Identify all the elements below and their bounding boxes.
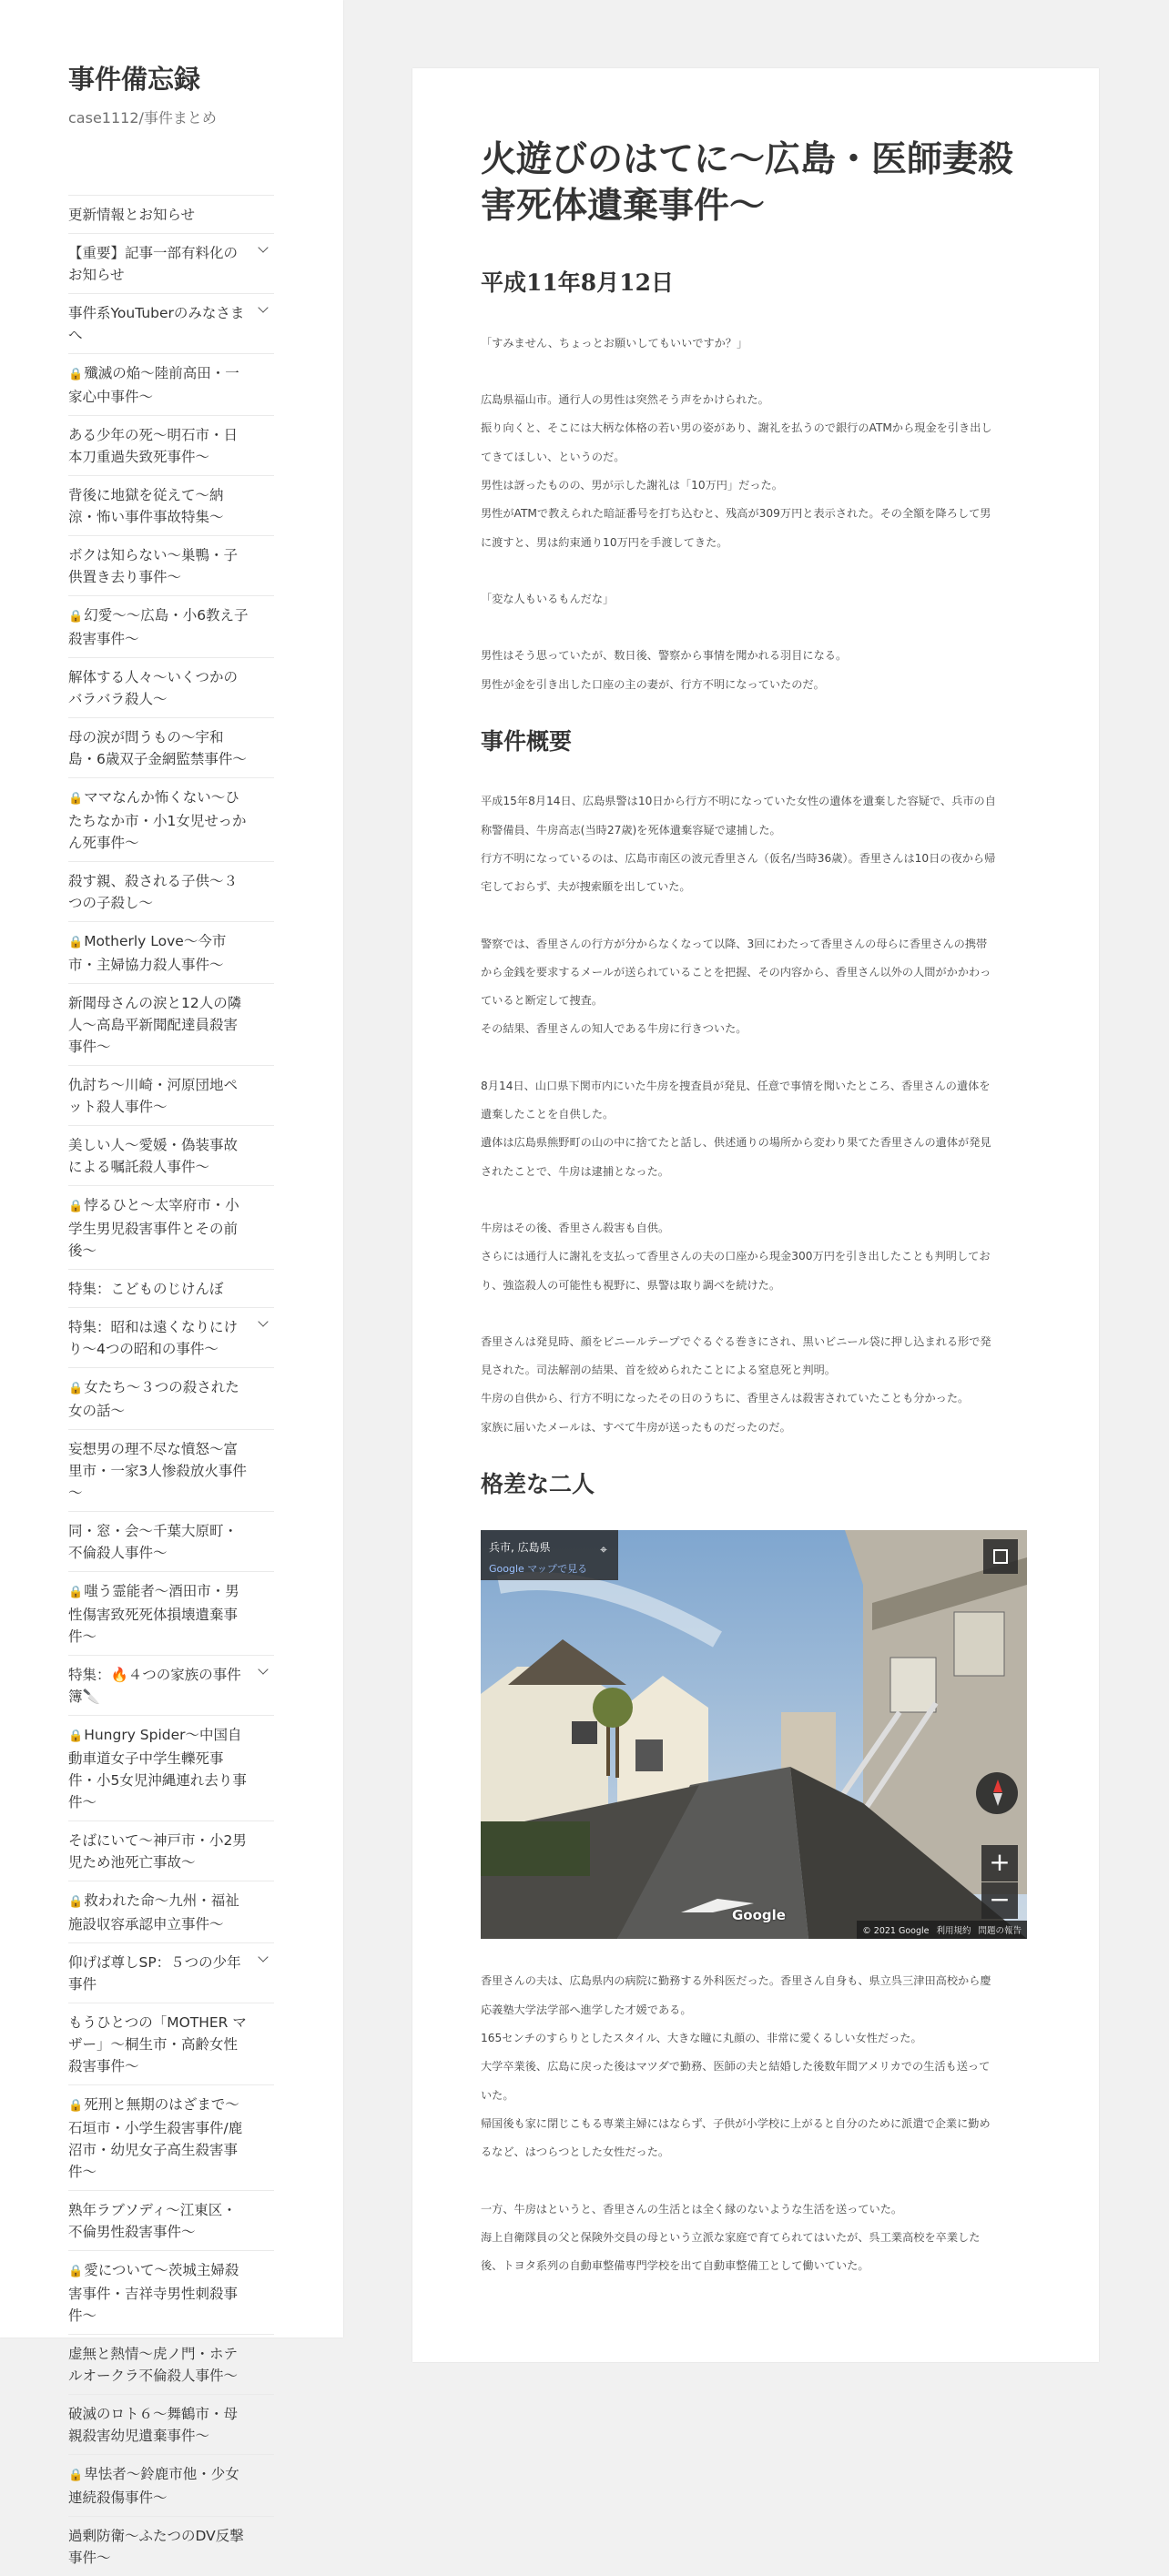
paragraph [481, 585, 1027, 614]
sidebar-nav-item[interactable] [68, 475, 274, 535]
text-line: 男性がATMで教えられた暗証番号を打ち込むと、残高が309万円と表示された。その全額を降ろして男 [481, 507, 991, 521]
text-line: 「変な人もいるもんだな」 [481, 592, 615, 605]
sidebar-nav-item[interactable] [68, 2250, 274, 2334]
sidebar-nav-label: ママなんか怖くない～ひたちなか市・小1女児せっかん死事件～ [68, 789, 247, 851]
text-line: 男性は訝ったものの、男が示した謝礼は「10万円」だった。 [481, 479, 783, 492]
section-heading: 事件概要 [481, 727, 573, 755]
sidebar-nav-item[interactable] [68, 657, 274, 717]
zoom-out-button[interactable]: − [981, 1882, 1018, 1919]
zoom-in-button[interactable]: + [981, 1845, 1018, 1881]
paragraph [481, 386, 1027, 557]
sidebar-nav-item[interactable] [68, 2394, 274, 2454]
street-view-image[interactable] [481, 1530, 1027, 1939]
sidebar-nav-label: 幻愛〜〜広島・小6教え子殺害事件～ [68, 607, 249, 647]
text-line: 広島県福山市。通行人の男性は突然そう声をかけられた。 [481, 393, 769, 407]
text-line: 香里さんの夫は、広島県内の病院に勤務する外科医だった。香里さん自身も、県立呉三津田高校から慶 [481, 1974, 991, 1988]
text-line: 男性はそう思っていたが、数日後、警察から事情を聞かれる羽目になる。 [481, 649, 848, 663]
sidebar-nav-item[interactable] [68, 1125, 274, 1185]
sidebar-nav-label: 悖るひと～太宰府市・小学生男児殺害事件とその前後〜 [68, 1197, 239, 1259]
text-line: さらには通行人に謝礼を支払って香里さんの夫の口座から現金300万円を引き出したことも判明してお [481, 1250, 991, 1263]
paragraph [481, 787, 1027, 901]
lock-icon: 🔒 [68, 610, 84, 624]
sidebar-nav-item[interactable] [68, 921, 274, 983]
sidebar-nav-item[interactable] [68, 293, 274, 353]
sidebar-nav-label: 仇討ち～川崎・河原団地ペット殺人事件～ [68, 1077, 239, 1115]
sidebar-nav-label: Motherly Love～今市市・主婦協力殺人事件～ [68, 933, 227, 973]
sidebar-nav-label: ボクは知らない〜巣鴨・子供置き去り事件〜 [68, 547, 239, 585]
site-description: case1112/事件まとめ [68, 109, 217, 127]
text-line: 後、トヨタ系列の自動車整備専門学校を出て自動車整備工として働いていた。 [481, 2259, 869, 2273]
lock-icon: 🔒 [68, 1382, 84, 1395]
text-line: てきてほしい、というのだ。 [481, 450, 625, 463]
sidebar-nav-label: 背後に地獄を従えて～納涼・怖い事件事故特集～ [68, 487, 224, 525]
chevron-down-icon[interactable] [258, 1952, 268, 1962]
lock-icon: 🔒 [68, 1895, 84, 1909]
chevron-down-icon[interactable] [258, 1664, 268, 1674]
sidebar-nav-label: 美しい人〜愛媛・偽装事故による嘱託殺人事件〜 [68, 1137, 239, 1175]
sidebar-nav-item[interactable] [68, 717, 274, 777]
text-line: 牛房はその後、香里さん殺害も自供。 [481, 1221, 670, 1234]
view-in-google-maps-link[interactable]: Google マップで見る [489, 1563, 588, 1576]
chevron-down-icon[interactable] [258, 1316, 268, 1326]
report-problem-link[interactable]: 問題の報告 [978, 1926, 1022, 1937]
sidebar-nav-item[interactable] [68, 2334, 274, 2394]
text-line: 振り向くと、そこには大柄な体格の若い男の姿があり、謝礼を払うので銀行のATMから現金を引き出し [481, 421, 992, 435]
sidebar-nav-item[interactable] [68, 1655, 274, 1715]
text-line: 応義塾大学法学部へ進学した才媛である。 [481, 2003, 692, 2016]
text-line: 海上自衛隊員の父と保険外交員の母という立派な家庭で育てられてはいたが、呉工業高校を卒業した [481, 2230, 981, 2244]
lock-icon: 🔒 [68, 368, 84, 381]
text-line: に渡すと、男は約束通り10万円を手渡してきた。 [481, 535, 728, 549]
text-line: 宅しておらず、夫が捜索願を出していた。 [481, 880, 691, 894]
lock-icon: 🔒 [68, 1729, 84, 1743]
sidebar-nav-item[interactable] [68, 1065, 274, 1125]
sidebar-nav-label: 過剰防衛～ふたつのDV反撃事件～ [68, 2528, 244, 2566]
text-line: ていると断定して捜査。 [481, 994, 604, 1008]
lock-icon: 🔒 [68, 792, 84, 806]
sidebar-nav-label: 卑怯者～鈴鹿市他・少女連続殺傷事件～ [68, 2466, 239, 2506]
sidebar-nav-label: 特集：🔥４つの家族の事件簿🔪 [68, 1667, 241, 1705]
text-line: るなど、はつらつとした女性だった。 [481, 2145, 670, 2159]
text-line: 遺棄したことを自供した。 [481, 1108, 615, 1121]
sidebar-nav-item[interactable] [68, 777, 274, 861]
sidebar-nav-label: 同・窓・会～千葉大原町・不倫殺人事件～ [68, 1523, 239, 1561]
compass-south-icon [993, 1793, 1002, 1806]
article-sections [481, 269, 1027, 2280]
sidebar-nav-label: 破滅のロト６～舞鶴市・母親殺害幼児遺棄事件～ [68, 2406, 239, 2444]
paragraph [481, 1967, 1027, 2166]
sidebar-nav-label: 女たち～３つの殺された女の話～ [68, 1379, 239, 1419]
sidebar-nav-label: 新聞母さんの涙と12人の隣人～高島平新聞配達員殺害事件～ [68, 995, 242, 1055]
sidebar-nav-item[interactable] [68, 195, 274, 233]
article-title: 火遊びのはてに～広島・医師妻殺害死体遺棄事件～ [481, 138, 1014, 227]
text-line: 165センチのすらりとしたスタイル、大きな瞳に丸顔の、非常に愛くるしい女性だった。 [481, 2032, 922, 2045]
sidebar-nav-label: 特集：こどものじけんぼ [68, 1281, 224, 1297]
lock-icon: 🔒 [68, 2469, 84, 2482]
text-line: 警察では、香里さんの行方が分からなくなって以降、3回にわたって香里さんの母らに香里さんの携帯 [481, 937, 988, 950]
text-line: 称警備員、牛房高志(当時27歳)を死体遺棄容疑で逮捕した。 [481, 823, 781, 837]
sidebar-nav-label: 愛について～茨城主婦殺害事件・吉祥寺男性刺殺事件～ [68, 2262, 239, 2324]
sidebar-nav-item[interactable] [68, 983, 274, 1065]
sidebar-nav-label: 妄想男の理不尽な憤怒～富里市・一家3人惨殺放火事件～ [68, 1441, 247, 1501]
text-line: 8月14日、山口県下関市内にいた牛房を捜査員が発見、任意で事情を聞いたところ、香里さんの遺体を [481, 1079, 991, 1092]
location-name: 兵市, 広島県 [489, 1541, 551, 1555]
sidebar-nav-label: そばにいて～神戸市・小2男児ため池死亡事故～ [68, 1832, 247, 1871]
text-line: 平成15年8月14日、広島県警は10日から行方不明になっていた女性の遺体を遺棄した容疑で、兵市の自 [481, 795, 996, 808]
text-line: その結果、香里さんの知人である牛房に行きついた。 [481, 1022, 747, 1036]
sidebar-nav-label: 嗤う霊能者～酒田市・男性傷害致死死体損壊遺棄事件～ [68, 1583, 239, 1645]
sidebar-nav-label: 死刑と無期のはざまで～石垣市・小学生殺害事件/鹿沼市・幼児女子高生殺害事件～ [68, 2096, 243, 2180]
google-logo: Google [732, 1907, 786, 1924]
sidebar-nav-label: Hungry Spider～中国自動車道女子中学生轢死事件・小5女児沖縄連れ去り事件～ [68, 1727, 247, 1810]
sidebar-nav-item[interactable] [68, 1511, 274, 1571]
sidebar-nav-label: 殲滅の焔～陸前高田・一家心中事件～ [68, 365, 239, 405]
fullscreen-button[interactable] [983, 1539, 1018, 1574]
sidebar-nav-item[interactable] [68, 1820, 274, 1881]
sidebar-nav-item[interactable] [68, 1367, 274, 1429]
article [412, 68, 1099, 2362]
text-line: 「すみません、ちょっとお願いしてもいいですか？」 [481, 336, 748, 350]
text-line: から金銭を要求するメールが送られていることを把握、その内容から、香里さん以外の人間がかかわっ [481, 965, 991, 979]
text-line: 大学卒業後、広島に戻った後はマツダで勤務、医師の夫と結婚した後数年間アメリカでの生活も送って [481, 2060, 991, 2074]
text-line: 牛房の自供から、行方不明になったその日のうちに、香里さんは殺害されていたことも分かった。 [481, 1392, 970, 1405]
map-pin-icon: ⌖ [600, 1543, 607, 1558]
article-body [481, 137, 1027, 2308]
sidebar-nav-item[interactable] [68, 2003, 274, 2084]
sidebar-nav-item[interactable] [68, 2454, 274, 2516]
sidebar-nav-item[interactable] [68, 1429, 274, 1511]
sidebar-nav-item[interactable] [68, 1571, 274, 1655]
sidebar-nav-item[interactable] [68, 1881, 274, 1942]
sidebar-nav-item[interactable] [68, 2516, 274, 2576]
section-heading: 平成11年8月12日 [481, 269, 674, 297]
lock-icon: 🔒 [68, 936, 84, 949]
sidebar-nav-label: 解体する人々～いくつかのバラバラ殺人～ [68, 669, 239, 707]
sidebar-nav-label: 仰げば尊しSP：５つの少年事件 [68, 1954, 241, 1993]
text-line: 見された。司法解剖の結果、首を絞められたことによる窒息死と判明。 [481, 1364, 836, 1377]
map-footer [857, 1921, 1027, 1939]
text-line: 家族に届いたメールは、すべて牛房が送ったものだったのだ。 [481, 1420, 791, 1434]
text-line: り、強盗殺人の可能性も視野に、県警は取り調べを続けた。 [481, 1278, 781, 1292]
text-line: いた。 [481, 2088, 514, 2102]
lock-icon: 🔒 [68, 2099, 84, 2113]
sidebar-nav-item[interactable] [68, 353, 274, 415]
street-view-embed[interactable] [481, 1530, 1027, 1939]
sidebar-nav-item[interactable] [68, 1942, 274, 2003]
sidebar-nav-item[interactable] [68, 1715, 274, 1820]
sidebar-nav-item[interactable] [68, 595, 274, 657]
paragraph [481, 1072, 1027, 1186]
sidebar-nav-label: 母の涙が問うもの～宇和島・6歳双子金網監禁事件～ [68, 729, 247, 767]
terms-link[interactable]: 利用規約 [936, 1926, 971, 1937]
sidebar-nav-item[interactable] [68, 2190, 274, 2250]
section-heading: 格差な二人 [481, 1470, 595, 1497]
paragraph [481, 2196, 1027, 2281]
text-line: 男性が金を引き出した口座の主の妻が、行方不明になっていたのだ。 [481, 677, 825, 691]
text-line: 行方不明になっているのは、広島市南区の波元香里さん（仮名/当時36歳）。香里さんは10日の夜から帰 [481, 851, 996, 865]
paragraph [481, 930, 1027, 1044]
sidebar-nav-label: 【重要】記事一部有料化のお知らせ [68, 245, 239, 283]
sidebar-nav [68, 195, 274, 2576]
paragraph [481, 642, 1027, 699]
compass-north-icon [993, 1780, 1002, 1792]
text-line: 遺体は広島県熊野町の山の中に捨てたと話し、供述通りの場所から変わり果てた香里さんの遺体が発見 [481, 1136, 991, 1150]
sidebar-nav-label: 救われた命～九州・福祉施設収容承認申立事件～ [68, 1892, 239, 1932]
sidebar-nav-item[interactable] [68, 1185, 274, 1269]
sidebar-nav-item[interactable] [68, 535, 274, 595]
sidebar-nav-item[interactable] [68, 1307, 274, 1367]
lock-icon: 🔒 [68, 1200, 84, 1213]
site-title[interactable]: 事件備忘録 [68, 64, 201, 95]
sidebar-nav-item[interactable] [68, 861, 274, 921]
sidebar-nav-item[interactable] [68, 1269, 274, 1307]
lock-icon: 🔒 [68, 2265, 84, 2278]
sidebar-nav-label: 虚無と熱情～虎ノ門・ホテルオークラ不倫殺人事件～ [68, 2346, 239, 2384]
sidebar-nav-label: ある少年の死～明石市・日本刀重過失致死事件～ [68, 427, 239, 465]
text-line: されたことで、牛房は逮捕となった。 [481, 1164, 669, 1178]
sidebar-nav-label: 更新情報とお知らせ [68, 207, 196, 223]
text-line: 香里さんは発見時、顔をビニールテープでぐるぐる巻きにされ、黒いビニール袋に押し込まれる形で発 [481, 1334, 991, 1348]
lock-icon: 🔒 [68, 1586, 84, 1599]
sidebar-nav-item[interactable] [68, 2084, 274, 2190]
sidebar-nav-item[interactable] [68, 233, 274, 293]
paragraph [481, 330, 1027, 358]
text-line: 帰国後も家に閉じこもる専業主婦にはならず、子供が小学校に上がると自分のために派遣で企業に勤め [481, 2116, 991, 2130]
sidebar-nav-label: 特集：昭和は遠くなりにけり～4つの昭和の事件～ [68, 1319, 239, 1357]
sidebar-nav-label: 事件系YouTuberのみなさまへ [68, 305, 245, 343]
sidebar [0, 0, 343, 2566]
chevron-down-icon[interactable] [258, 302, 268, 312]
paragraph [481, 1328, 1027, 1442]
chevron-down-icon[interactable] [258, 242, 268, 252]
sidebar-nav-label: もうひとつの「MOTHER マザー」～桐生市・高齢女性殺害事件～ [68, 2014, 247, 2074]
sidebar-nav-item[interactable] [68, 415, 274, 475]
text-line: 一方、牛房はというと、香里さんの生活とは全く縁のないような生活を送っていた。 [481, 2202, 903, 2216]
paragraph [481, 1214, 1027, 1300]
fullscreen-icon [993, 1549, 1008, 1564]
sidebar-nav-label: 殺す親、殺される子供～３つの子殺し～ [68, 873, 239, 911]
map-copyright: © 2021 Google [862, 1926, 930, 1937]
sidebar-nav-label: 熟年ラブソディ～江東区・不倫男性殺害事件～ [68, 2202, 237, 2240]
location-card [481, 1530, 618, 1580]
